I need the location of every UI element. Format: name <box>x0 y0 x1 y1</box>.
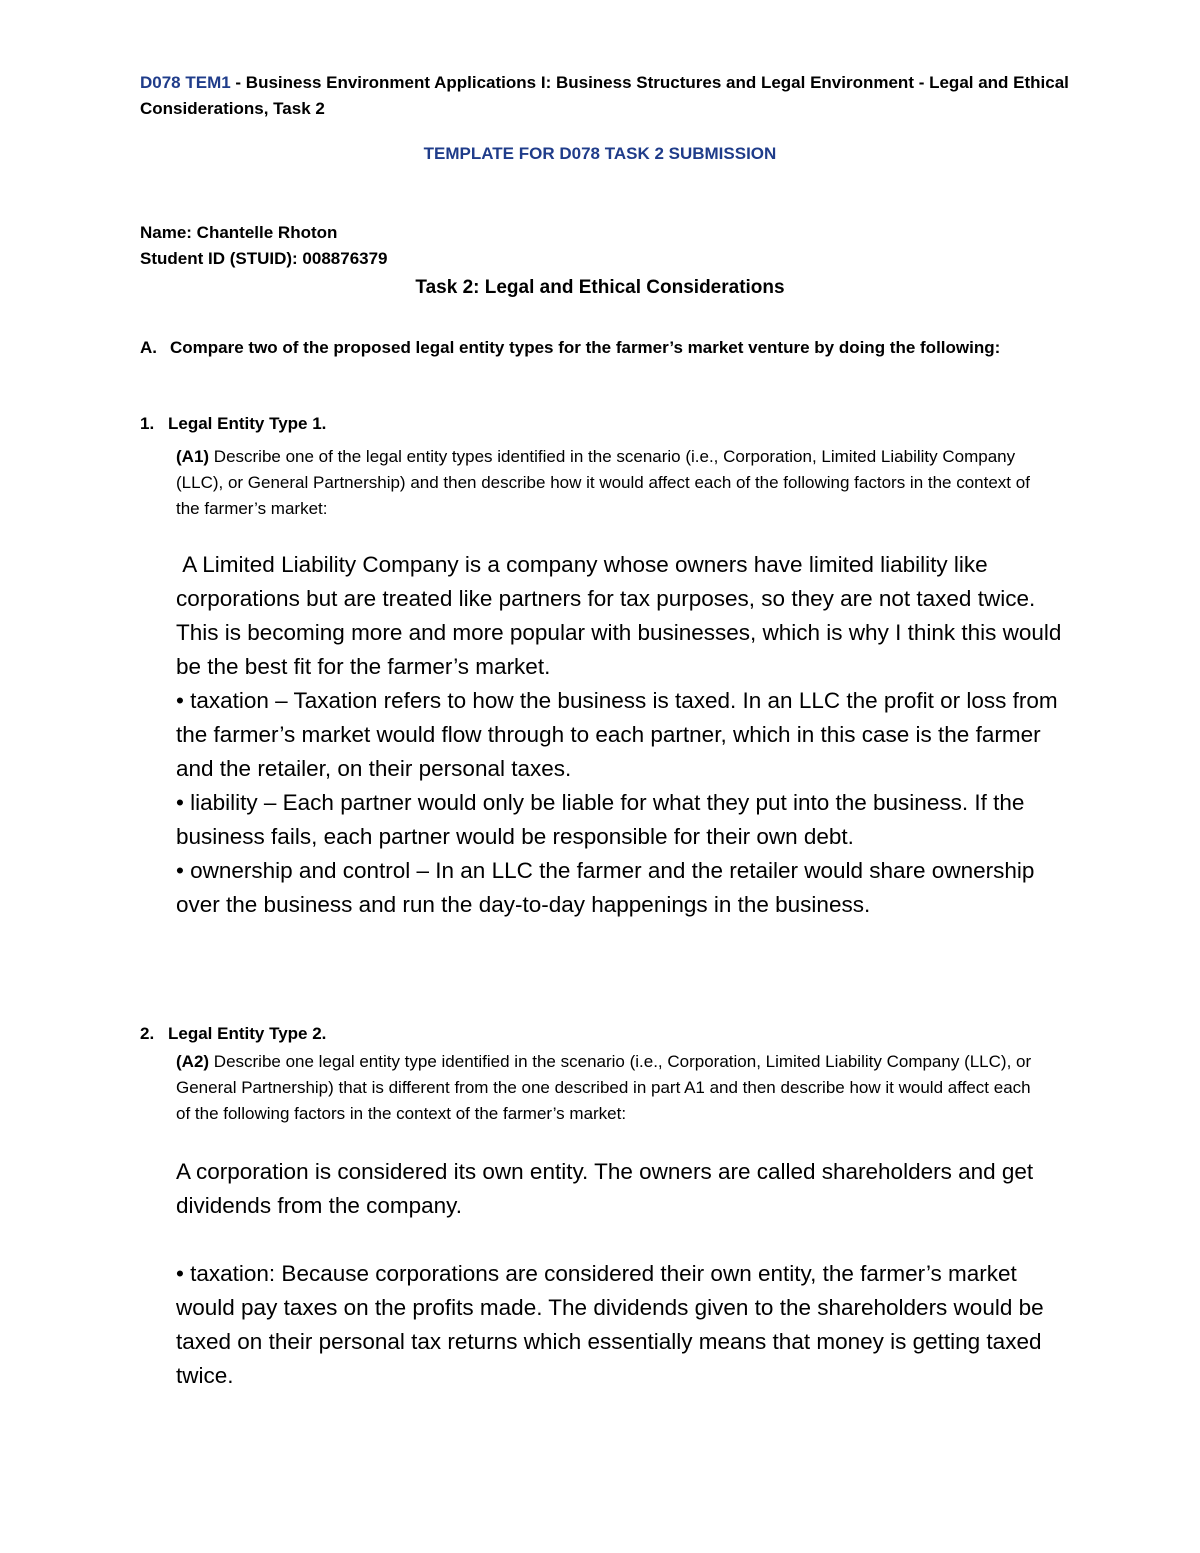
entity2-heading <box>140 1024 326 1044</box>
entity2-answer-taxation: • taxation: Because corporations are considered their own entity, the farmer’s market would pay taxes on the profits made. The dividends given to the shareholders would be taxed on their personal tax returns which essentially means that money is getting taxed twice. <box>176 1261 1044 1388</box>
section-a-letter: A. <box>140 338 157 357</box>
entity2-prompt <box>176 1049 1046 1127</box>
course-code: D078 TEM1 <box>140 73 231 92</box>
course-title: - Business Environment Applications I: Business Structures and Legal Environment - Legal and Ethical Considerations, Task 2 <box>140 73 1069 118</box>
entity1-heading <box>140 414 326 434</box>
section-a-text: Compare two of the proposed legal entity types for the farmer’s market venture by doing the following: <box>170 338 1001 357</box>
entity2-number: 2. <box>140 1024 155 1043</box>
student-name: Name: Chantelle Rhoton <box>140 223 338 242</box>
entity1-answer-intro: A Limited Liability Company is a company whose owners have limited liability like corporations but are treated like partners for tax purposes, so they are not taxed twice. This is becoming more and more popular with businesses, which is why I think this would be the best fit for the farmer’s market. <box>176 552 1068 679</box>
entity1-prompt-text: Describe one of the legal entity types identified in the scenario (i.e., Corporation, Limited Liability Company (LLC), or General Partnership) and then describe how it would affect each of the following factors in the context of the farmer’s market: <box>176 447 1030 518</box>
entity1-number: 1. <box>140 414 155 433</box>
task-title: Task 2: Legal and Ethical Considerations <box>415 277 785 298</box>
course-header <box>140 70 1070 122</box>
entity2-answer-intro: A corporation is considered its own entity. The owners are called shareholders and get dividends from the company. <box>176 1159 1034 1218</box>
entity1-answer-liability: • liability – Each partner would only be liable for what they put into the business. If the business fails, each partner would be responsible for their own debt. <box>176 790 1025 849</box>
entity2-heading-text: Legal Entity Type 2. <box>168 1024 327 1043</box>
entity1-prompt <box>176 444 1046 522</box>
entity1-answer <box>176 548 1076 922</box>
entity1-heading-text: Legal Entity Type 1. <box>168 414 327 433</box>
entity2-answer <box>176 1155 1076 1393</box>
entity2-prompt-code: (A2) <box>176 1052 210 1071</box>
entity1-answer-taxation: • taxation – Taxation refers to how the business is taxed. In an LLC the profit or loss from the farmer’s market would flow through to each partner, which in this case is the farmer and the retailer, on their personal taxes. <box>176 688 1058 781</box>
section-a-heading <box>140 335 1040 361</box>
template-title: TEMPLATE FOR D078 TASK 2 SUBMISSION <box>423 144 777 163</box>
entity1-prompt-code: (A1) <box>176 447 210 466</box>
student-id: Student ID (STUID): 008876379 <box>140 249 388 268</box>
entity2-prompt-text: Describe one legal entity type identified in the scenario (i.e., Corporation, Limited Liability Company (LLC), or General Partnership) that is different from the one described in part A1 and then describe how it would affect each of the following factors in the context of the farmer’s market: <box>176 1052 1032 1123</box>
entity1-answer-ownership: • ownership and control – In an LLC the farmer and the retailer would share ownership over the business and run the day-to-day happenings in the business. <box>176 858 1035 917</box>
